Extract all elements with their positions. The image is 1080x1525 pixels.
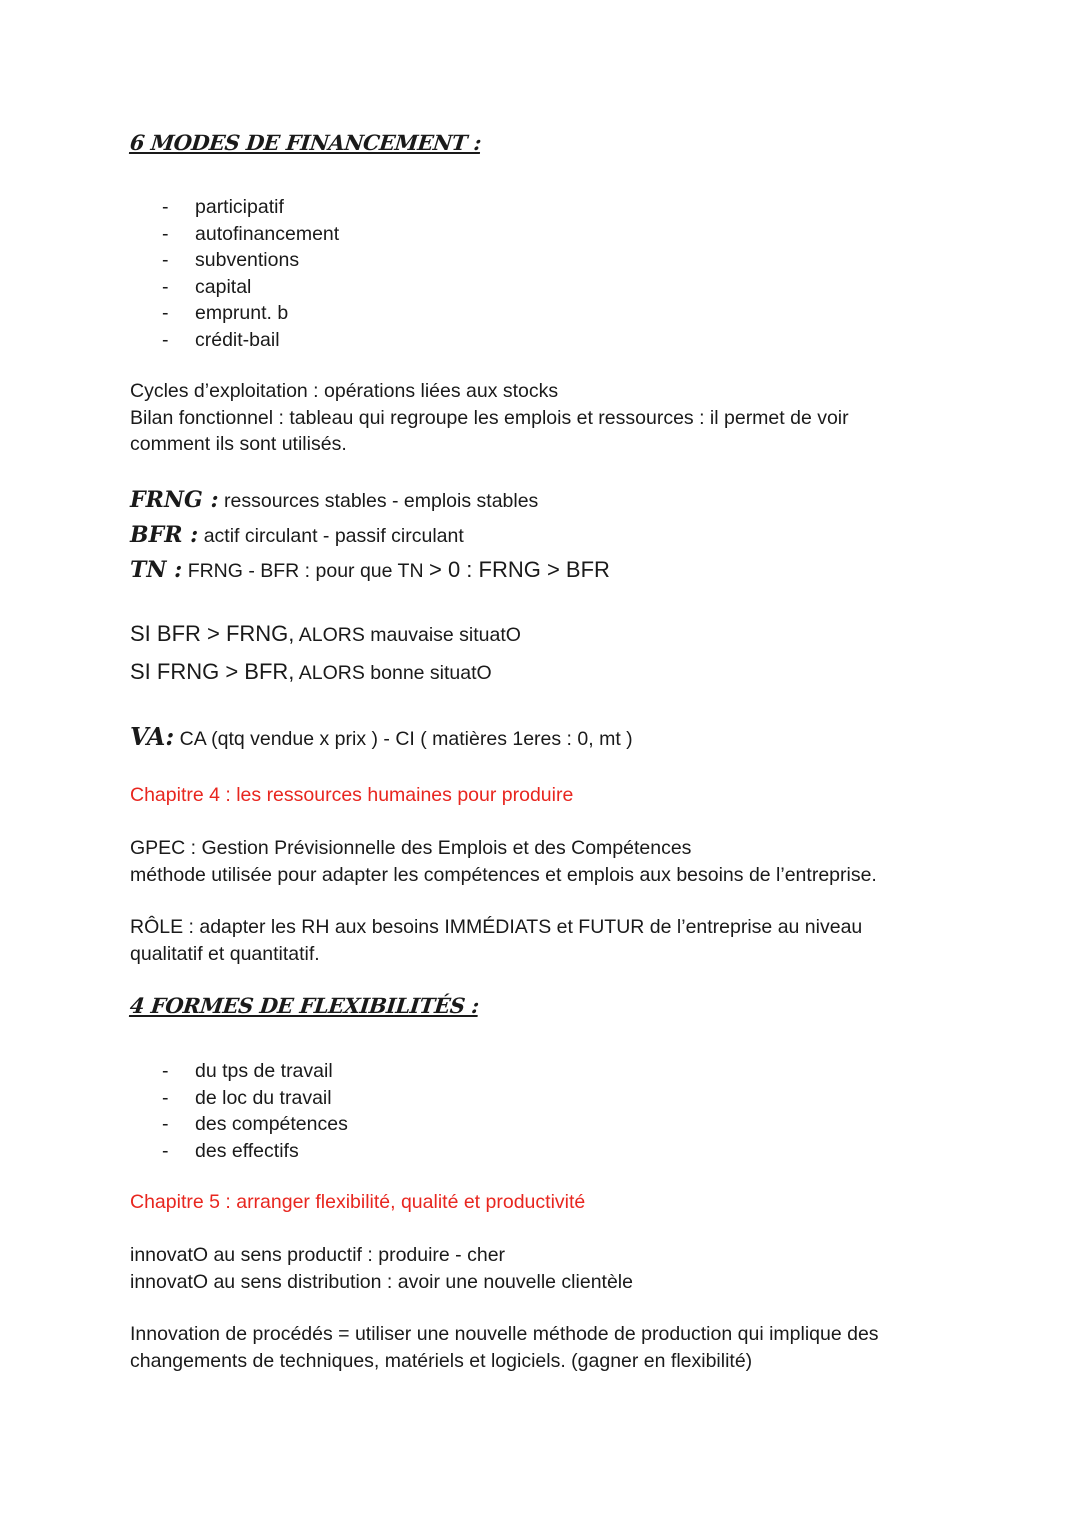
procedes-line1: Innovation de procédés = utiliser une nouvelle méthode de production qui implique des: [130, 1323, 879, 1345]
innovation-paragraph: [130, 1242, 930, 1295]
gpec-line1: GPEC : Gestion Prévisionnelle des Emplois et des Compétences: [130, 837, 692, 859]
flexibilites-list: [130, 1058, 348, 1164]
bfr-text: actif circulant - passif circulant: [203, 525, 464, 547]
list-item: - crédit-bail: [130, 327, 339, 354]
va-label: VA:: [130, 722, 175, 751]
bfr-label: BFR :: [130, 522, 199, 548]
chapter4-title: Chapitre 4 : les ressources humaines pour produire: [130, 784, 574, 806]
innovation-line1: innovatO au sens productif : produire - cher: [130, 1244, 506, 1266]
innovation-line2: innovatO au sens distribution : avoir une nouvelle clientèle: [130, 1270, 633, 1293]
chapter5-title: Chapitre 5 : arranger flexibilité, qualité et productivité: [130, 1191, 586, 1213]
gpec-line2: méthode utilisée pour adapter les compétences et emplois aux besoins de l’entreprise.: [130, 863, 877, 886]
condition-good: [130, 659, 930, 687]
tn-formula: [130, 557, 930, 585]
financement-list: [130, 194, 339, 353]
list-item: - subventions: [130, 247, 339, 274]
cycles-definition: Cycles d’exploitation : opérations liées aux stocks: [130, 380, 559, 402]
bilan-definition-line1: Bilan fonctionnel : tableau qui regroupe les emplois et ressources : il permet de voir: [130, 406, 849, 429]
va-formula: [130, 724, 930, 753]
va-text: CA (qtq vendue x prix ) - CI ( matières 1eres : 0, mt ): [179, 728, 633, 750]
section-title-financement: 6 MODES DE FINANCEMENT :: [128, 130, 483, 155]
role-line2: qualitatif et quantitatif.: [130, 942, 320, 965]
tn-text-a: FRNG - BFR : pour que TN: [187, 560, 424, 582]
role-line1: RÔLE : adapter les RH aux besoins IMMÉDIATS et FUTUR de l’entreprise au niveau: [130, 916, 863, 938]
list-item: - de loc du travail: [130, 1085, 348, 1112]
tn-text-b: > 0 : FRNG > BFR: [428, 557, 610, 582]
list-item: - autofinancement: [130, 221, 339, 248]
frng-text: ressources stables - emplois stables: [224, 490, 539, 512]
condition-good-a: SI FRNG > BFR,: [130, 659, 295, 684]
tn-label: TN :: [130, 557, 183, 583]
procedes-paragraph: [130, 1321, 930, 1374]
section-title-flexibilites: 4 FORMES DE FLEXIBILITÉS :: [128, 993, 481, 1018]
list-item: - des compétences: [130, 1111, 348, 1138]
list-item: - capital: [130, 274, 339, 301]
gpec-paragraph: [130, 835, 930, 888]
list-item: - participatif: [130, 194, 339, 221]
procedes-line2: changements de techniques, matériels et logiciels. (gagner en flexibilité): [130, 1349, 753, 1372]
role-paragraph: [130, 914, 930, 967]
frng-label: FRNG :: [130, 487, 219, 513]
frng-formula: [130, 487, 930, 515]
definitions-paragraph: [130, 378, 930, 458]
condition-bad-b: ALORS mauvaise situatO: [298, 624, 521, 646]
condition-good-b: ALORS bonne situatO: [298, 662, 492, 684]
list-item: - du tps de travail: [130, 1058, 348, 1085]
bilan-definition-line2: comment ils sont utilisés.: [130, 433, 347, 455]
condition-bad: [130, 621, 930, 649]
list-item: - emprunt. b: [130, 300, 339, 327]
condition-bad-a: SI BFR > FRNG,: [130, 621, 295, 646]
bfr-formula: [130, 522, 930, 550]
list-item: - des effectifs: [130, 1138, 348, 1165]
